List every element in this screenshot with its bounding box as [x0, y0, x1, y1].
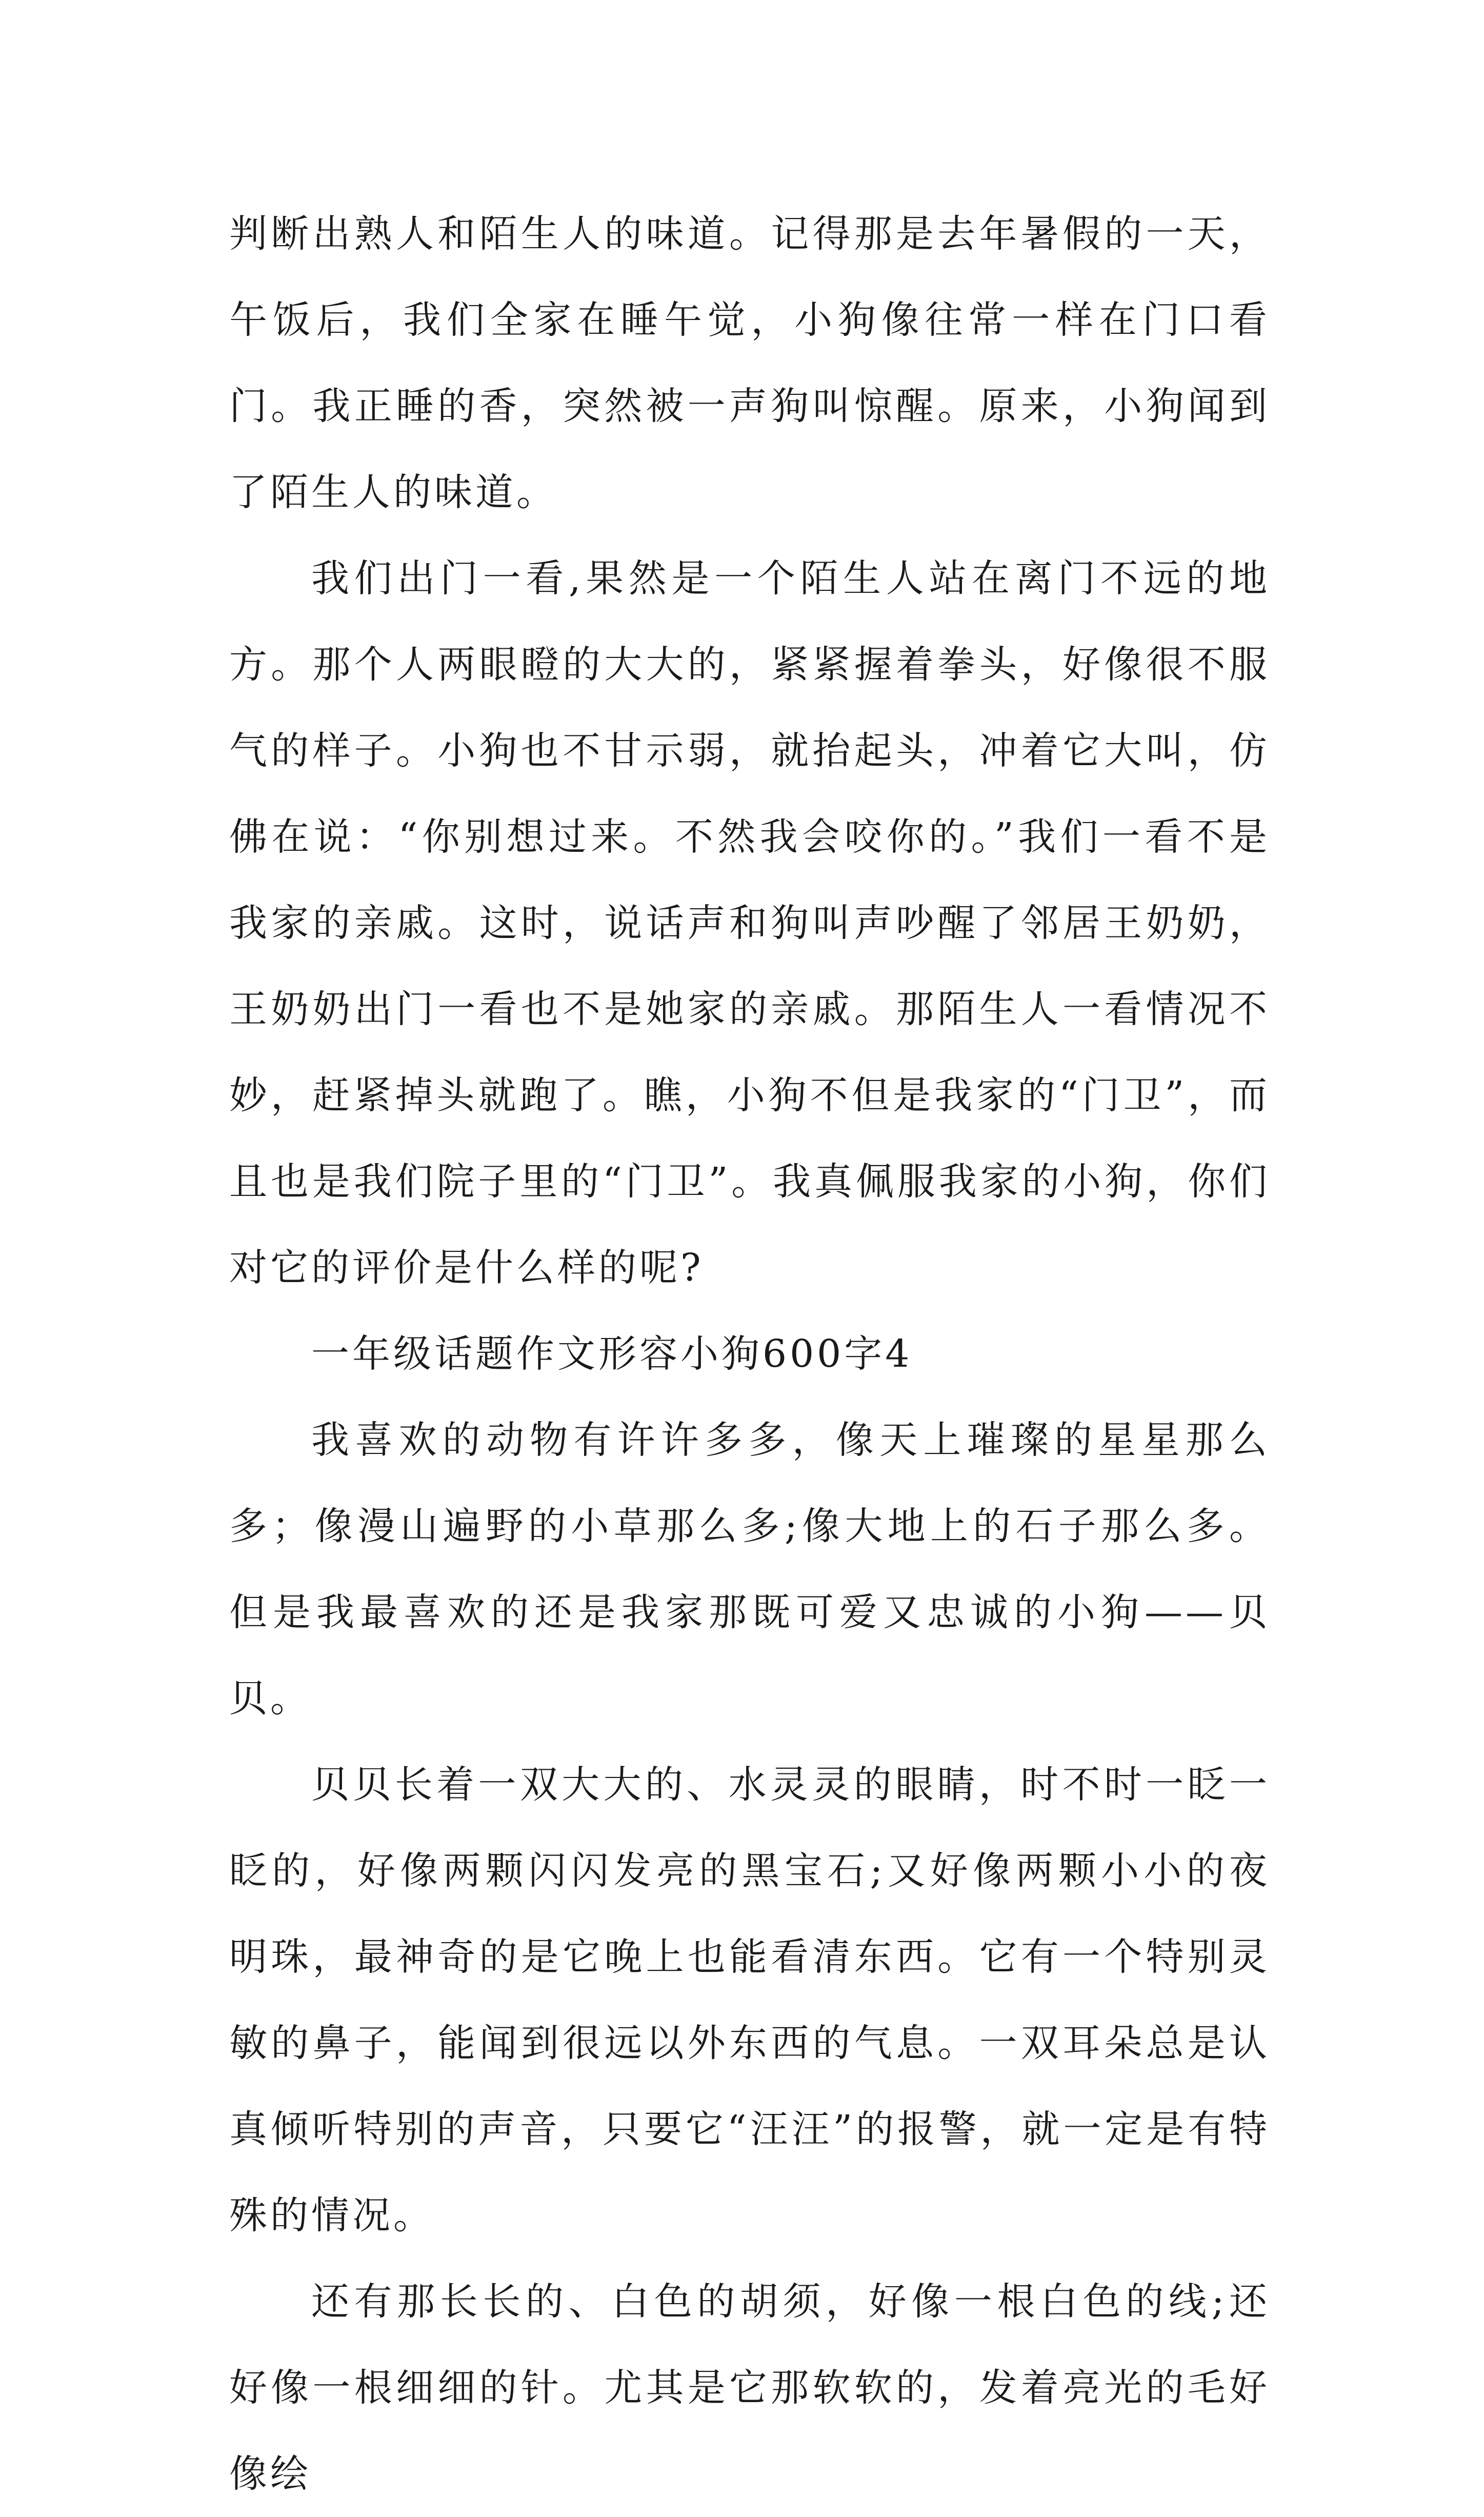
paragraph: 我们出门一看,果然是一个陌生人站在离门不远的地方。那个人两眼瞪的大大的，紧紧握着拳头，好像很不服气的样子。小狗也不甘示弱，就抬起头，冲着它大叫，仿佛在说：“你别想过来。不然我会咬你的。”我们一看不是我家的亲戚。这时，说话声和狗叫声吵醒了邻居王奶奶，王奶奶出门一看也不是她家的亲戚。那陌生人一看情况不妙，赶紧掉头就跑了。瞧，小狗不但是我家的“门卫”，而且也是我们院子里的“门卫”。我真佩服我家的小狗，你们对它的评价是什么样的呢? — [229, 556, 1270, 1290]
paragraph: 我喜欢的动物有许许多多，像天上璀璨的星星那么多；像漫山遍野的小草那么多;像大地上的石子那么多。但是我最喜欢的还是我家那既可爱又忠诚的小狗——贝贝。 — [229, 1418, 1270, 1721]
paragraph-continued: 判断出熟人和陌生人的味道。记得那是去年暑假的一天，午饭后，我们全家在睡午觉，小狗像往常一样在门口看门。我正睡的香，突然被一声狗叫惊醒。原来，小狗闻到了陌生人的味道。 — [229, 212, 1270, 514]
paragraph: 贝贝长着一双大大的、水灵灵的眼睛，时不时一眨一眨的，好像两颗闪闪发亮的黑宝石;又好像两颗小小的夜明珠，最神奇的是它晚上也能看清东西。它有一个特别灵敏的鼻子，能闻到很远以外东西的气息。一双耳朵总是认真倾听特别的声音，只要它“汪汪”的报警，就一定是有特殊的情况。 — [229, 1763, 1270, 2238]
body-text — [229, 191, 1270, 2517]
paragraph: 还有那长长的、白色的胡须，好像一根白色的线;还好像一根细细的针。尤其是它那软软的，发着亮光的毛好像绘 — [229, 2280, 1270, 2496]
section-heading: 一年级话题作文形容小狗600字4 — [311, 1332, 913, 1376]
